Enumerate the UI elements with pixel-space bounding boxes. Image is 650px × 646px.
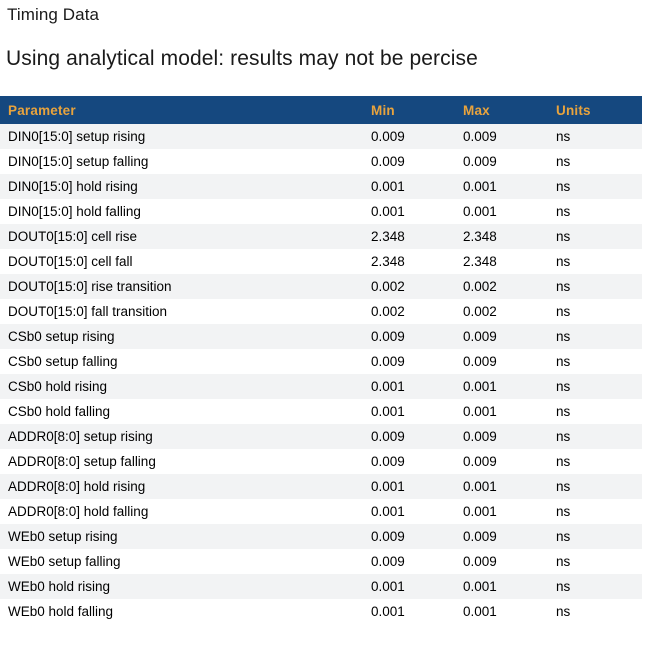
cell-min: 0.009 [371,524,463,549]
cell-max: 0.001 [463,174,556,199]
column-header-parameter: Parameter [0,96,371,124]
cell-max: 0.009 [463,349,556,374]
cell-max: 0.001 [463,474,556,499]
cell-units: ns [556,524,642,549]
cell-max: 0.002 [463,299,556,324]
table-row [0,449,642,474]
table-row [0,399,642,424]
cell-units: ns [556,374,642,399]
cell-min: 0.009 [371,124,463,149]
cell-parameter: CSb0 hold falling [0,399,371,424]
cell-min: 0.001 [371,199,463,224]
cell-max: 0.009 [463,549,556,574]
cell-parameter: DOUT0[15:0] cell rise [0,224,371,249]
cell-min: 0.009 [371,549,463,574]
cell-units: ns [556,124,642,149]
cell-units: ns [556,574,642,599]
cell-min: 0.001 [371,474,463,499]
header-row [0,96,642,124]
cell-parameter: CSb0 setup rising [0,324,371,349]
cell-max: 0.001 [463,399,556,424]
timing-table [0,96,642,624]
cell-max: 0.001 [463,599,556,624]
table-row [0,349,642,374]
cell-max: 0.009 [463,449,556,474]
cell-units: ns [556,199,642,224]
cell-units: ns [556,424,642,449]
cell-parameter: CSb0 setup falling [0,349,371,374]
cell-parameter: DIN0[15:0] setup rising [0,124,371,149]
cell-parameter: DOUT0[15:0] fall transition [0,299,371,324]
cell-min: 0.001 [371,499,463,524]
cell-units: ns [556,549,642,574]
cell-max: 0.009 [463,324,556,349]
page-subtitle: Using analytical model: results may not be percise [6,47,478,70]
table-row [0,324,642,349]
cell-min: 0.001 [371,174,463,199]
cell-max: 0.009 [463,124,556,149]
cell-min: 0.001 [371,399,463,424]
cell-min: 0.001 [371,374,463,399]
cell-parameter: ADDR0[8:0] setup rising [0,424,371,449]
cell-min: 2.348 [371,249,463,274]
cell-parameter: WEb0 hold falling [0,599,371,624]
cell-max: 0.001 [463,574,556,599]
cell-min: 0.009 [371,149,463,174]
cell-units: ns [556,299,642,324]
cell-units: ns [556,224,642,249]
table-row [0,424,642,449]
table-row [0,149,642,174]
cell-max: 0.001 [463,374,556,399]
cell-parameter: CSb0 hold rising [0,374,371,399]
cell-max: 0.009 [463,149,556,174]
timing-table-body [0,124,642,624]
cell-parameter: ADDR0[8:0] setup falling [0,449,371,474]
column-header-units: Units [556,96,642,124]
table-row [0,374,642,399]
table-row [0,174,642,199]
table-row [0,499,642,524]
cell-parameter: WEb0 setup falling [0,549,371,574]
cell-parameter: WEb0 hold rising [0,574,371,599]
table-row [0,224,642,249]
cell-min: 0.009 [371,449,463,474]
cell-units: ns [556,174,642,199]
cell-units: ns [556,249,642,274]
cell-max: 0.009 [463,424,556,449]
cell-min: 0.001 [371,574,463,599]
timing-table-header [0,96,642,124]
table-row [0,574,642,599]
cell-max: 2.348 [463,224,556,249]
table-row [0,474,642,499]
cell-parameter: DIN0[15:0] hold falling [0,199,371,224]
table-row [0,549,642,574]
cell-max: 0.001 [463,199,556,224]
cell-parameter: ADDR0[8:0] hold falling [0,499,371,524]
report-page [0,5,650,646]
cell-max: 0.002 [463,274,556,299]
cell-min: 0.009 [371,424,463,449]
cell-units: ns [556,499,642,524]
cell-units: ns [556,474,642,499]
table-row [0,524,642,549]
cell-min: 0.001 [371,599,463,624]
page-title: Timing Data [7,5,100,24]
cell-parameter: DOUT0[15:0] cell fall [0,249,371,274]
cell-min: 0.002 [371,274,463,299]
cell-units: ns [556,449,642,474]
column-header-min: Min [371,96,463,124]
cell-min: 0.002 [371,299,463,324]
cell-parameter: ADDR0[8:0] hold rising [0,474,371,499]
column-header-max: Max [463,96,556,124]
cell-units: ns [556,274,642,299]
table-row [0,199,642,224]
table-row [0,299,642,324]
cell-parameter: DIN0[15:0] setup falling [0,149,371,174]
cell-parameter: DIN0[15:0] hold rising [0,174,371,199]
cell-units: ns [556,324,642,349]
table-row [0,249,642,274]
cell-min: 0.009 [371,324,463,349]
table-row [0,124,642,149]
cell-units: ns [556,399,642,424]
cell-max: 0.009 [463,524,556,549]
cell-units: ns [556,149,642,174]
cell-parameter: WEb0 setup rising [0,524,371,549]
table-row [0,599,642,624]
cell-min: 0.009 [371,349,463,374]
table-row [0,274,642,299]
cell-units: ns [556,349,642,374]
cell-units: ns [556,599,642,624]
cell-max: 0.001 [463,499,556,524]
cell-max: 2.348 [463,249,556,274]
cell-parameter: DOUT0[15:0] rise transition [0,274,371,299]
cell-min: 2.348 [371,224,463,249]
